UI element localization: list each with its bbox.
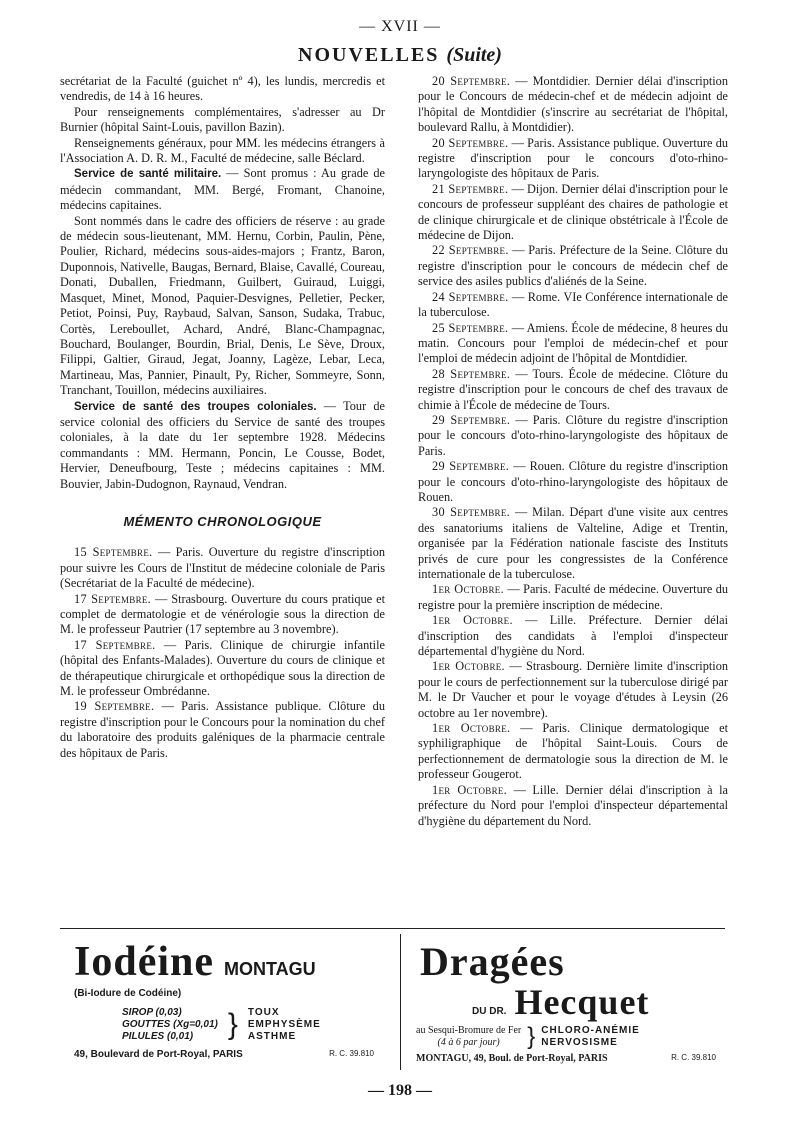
calendar-entry: [60, 592, 385, 638]
ad-address: 49, Boulevard de Port-Royal, PARIS: [74, 1049, 243, 1060]
entry-text: — Paris. Clinique dermatologique et syphiligraphique de l'hôpital Saint-Louis. Cours de perfectionnement de dermatologie sous la direction de M. le professeur Gougerot.: [418, 721, 728, 782]
entry-text: — Montdidier. Dernier délai d'inscription pour le Concours de médecin-chef et de médecin adjoint de l'hôpital de Montdidier (s'inscrire au secrétariat de l'hôpital, boulevard Rallu, à Montdidier).: [418, 74, 728, 135]
ad-form-item: GOUTTES (Xg=0,01): [122, 1019, 218, 1030]
ad-indication-item: EMPHYSÈME: [247, 1019, 321, 1030]
ad-address: MONTAGU, 49, Boul. de Port-Royal, PARIS: [416, 1053, 608, 1064]
entry-text: — Paris. Clôture du registre d'inscription pour le concours d'oto-rhino-laryngologiste des hôpitaux de Paris.: [418, 412, 728, 458]
entry-date: 20 Septembre.: [432, 74, 511, 88]
entry-date: 1er Octobre.: [432, 721, 511, 736]
ad-brand: Dragées: [420, 939, 565, 984]
title-text: NOUVELLES: [298, 44, 440, 66]
right-column: [418, 74, 728, 829]
page-title: [0, 44, 800, 67]
ad-indications: [248, 1007, 321, 1043]
entry-date: 30 Septembre.: [432, 505, 511, 520]
entry-text: — Paris. Assistance publique. Ouverture du registre d'inscription pour le concours d'oto-rhino-laryngologiste des hôpitaux de Paris.: [418, 135, 728, 181]
section-heading: Service de santé des troupes coloniales.: [74, 400, 317, 413]
ad-du-dr: DU DR.: [472, 1006, 507, 1017]
entry-text: — Rome. VIe Conférence internationale de la tuberculose.: [418, 289, 728, 320]
ad-divider-vertical: [400, 934, 401, 1070]
entry-text: — Dijon. Dernier délai d'inscription pour le concours de professeur suppléant des chaires de pathologie et de clinique chirurgicale et de clinique obstétricale à l'École de médecine de Dijon.: [418, 181, 728, 243]
paragraph: Pour renseignements complémentaires, s'adresser au Dr Burnier (hôpital Saint-Louis, pavillon Bazin).: [60, 104, 385, 135]
calendar-entry: [418, 321, 728, 367]
entry-text: — Paris. Faculté de médecine. Ouverture du registre pour la première inscription de médecine.: [418, 582, 728, 612]
entry-text: — Milan. Départ d'une visite aux centres des sanatoriums italiens de Valteline, Adige et Trentin, organisée par la Fédération nationale fasciste des Instituts privés de cure pour les congressistes de la Conférence internationale de la tuberculose.: [418, 505, 728, 581]
memento-heading: MÉMENTO CHRONOLOGIQUE: [123, 513, 322, 529]
paragraph: [60, 399, 385, 492]
calendar-entry: [418, 367, 728, 413]
calendar-entry: [60, 545, 385, 591]
entry-text: — Rouen. Clôture du registre d'inscription pour le concours d'oto-rhino-laryngologiste des hôpitaux de Rouen.: [418, 459, 728, 504]
title-suffix: (Suite): [446, 44, 502, 66]
entry-date: 1er Octobre.: [432, 782, 508, 797]
entry-text: — Lille. Dernier délai d'inscription à la préfecture du Nord pour l'emploi d'inspecteur départemental d'hygiène du département du Nord.: [418, 782, 728, 828]
entry-text: — Paris. Assistance publique. Clôture du registre d'inscription pour le Concours pour la nomination du chef du laboratoire des produits galéniques de la pharmacie centrale des hôpitaux de Paris.: [60, 699, 385, 760]
calendar-entry: [418, 459, 728, 505]
section-heading: Service de santé militaire.: [74, 168, 222, 181]
paragraph-text: — Tour de service colonial des officiers du Service de santé des troupes coloniales, à la date du 1er septembre 1928. Médecins commandants : MM. Hermann, Poncin, Le Cousse, Bodet, Hervier, Deneufbourg, Teste ; médecins capitaines : MM. Bouvier, Jabin-Dudognon, Raynaud, Vendran.: [60, 398, 385, 491]
calendar-entry: [418, 721, 728, 783]
entry-date: 29 Septembre.: [432, 412, 511, 427]
advertisement-dragees: [416, 938, 726, 1064]
calendar-entry: [418, 290, 728, 321]
entry-date: 1er Octobre.: [432, 613, 513, 628]
calendar-entry: [418, 613, 728, 659]
ad-line: au Sesqui-Bromure de Fer: [416, 1025, 522, 1036]
ad-brand: Iodéine: [74, 939, 215, 985]
calendar-entry: [418, 582, 728, 613]
entry-text: — Lille. Préfecture. Dernier délai d'inscription des candidats à l'emploi d'inspecteur départemental d'hygiène du Nord.: [418, 613, 728, 659]
entry-date: 22 Septembre.: [432, 243, 509, 258]
ad-brace: }: [527, 1023, 536, 1050]
calendar-entry: [418, 413, 728, 459]
entry-text: — Paris. Clinique de chirurgie infantile (hôpital des Enfants-Malades). Ouverture du cours de clinique et de thérapeutique chirurgicale et orthopédique sous la direction de M. le professeur Ombrédanne.: [60, 637, 385, 699]
entry-date: 19 Septembre.: [74, 699, 155, 714]
entry-text: — Strasbourg. Dernière limite d'inscription pour le cours de perfectionnement sur la tuberculose dirigé par M. le Dr Vaucher et pour le voyage d'études à Leysin (26 octobre au 1er novembre).: [418, 659, 728, 720]
entry-date: 21 Septembre.: [432, 181, 509, 196]
page-number: — 198 —: [368, 1082, 432, 1099]
ad-forms: [122, 1007, 218, 1043]
ad-indication-item: CHLORO-ANÉMIE: [541, 1025, 640, 1036]
entry-text: — Amiens. École de médecine, 8 heures du matin. Concours pour l'emploi de médecin-chef et pour l'emploi de médecin adjoint de l'hôpital de Montdidier.: [418, 320, 728, 366]
ad-form-item: PILULES (0,01): [122, 1031, 194, 1042]
entry-date: 1er Octobre.: [432, 582, 504, 597]
calendar-entry: [418, 505, 728, 582]
calendar-entry: [418, 783, 728, 829]
paragraph: secrétariat de la Faculté (guichet nº 4), les lundis, mercredis et vendredis, de 14 à 16 heures.: [60, 74, 385, 104]
ad-subtitle: (Bi-Iodure de Codéine): [74, 988, 182, 999]
entry-date: 17 Septembre.: [74, 591, 152, 606]
ad-rc: R. C. 39.810: [671, 1053, 716, 1062]
calendar-entry: [418, 74, 728, 136]
entry-date: 28 Septembre.: [432, 366, 511, 381]
ad-brand-name: Hecquet: [514, 982, 650, 1022]
ad-indication-item: ASTHME: [247, 1031, 297, 1042]
calendar-entry: [418, 136, 728, 182]
left-column: [60, 74, 385, 761]
entry-text: — Strasbourg. Ouverture du cours pratique et complet de dermatologie et de vénérologie sous la direction de M. le professeur Pautrier (17 septembre au 3 novembre).: [60, 591, 385, 637]
paragraph: [60, 166, 385, 213]
calendar-entry: [60, 638, 385, 700]
ad-indication-item: TOUX: [247, 1007, 280, 1018]
entry-date: 17 Septembre.: [74, 637, 156, 652]
ad-form-item: SIROP (0,03): [122, 1007, 182, 1018]
calendar-entry: [60, 699, 385, 761]
ad-divider-horizontal: [60, 928, 725, 929]
calendar-entry: [418, 182, 728, 244]
page-roman-numeral: — XVII —: [359, 18, 441, 35]
ad-brace: }: [227, 1008, 238, 1041]
ad-indication-item: NERVOSISME: [541, 1037, 618, 1048]
entry-date: 15 Septembre.: [74, 545, 153, 560]
ad-rc: R. C. 39.810: [329, 1049, 374, 1058]
paragraph: Renseignements généraux, pour MM. les médecins étrangers à l'Association A. D. R. M., Faculté de médecine, salle Béclard.: [60, 135, 385, 166]
ad-brand-maker: MONTAGU: [224, 959, 316, 979]
calendar-entry: [418, 243, 728, 289]
ad-line: (4 à 6 par jour): [437, 1037, 500, 1048]
entry-date: 1er Octobre.: [432, 659, 505, 674]
paragraph: Sont nommés dans le cadre des officiers de réserve : au grade de médecin sous-lieutenant, MM. Hernu, Corbin, Paulin, Pène, Poulier, Richard, médecins sous-aides-majors ; Frantz, Baron, Duponnois, Nativelle, Baugas, Bernard, Blaise, Cavallé, Coureau, Donati, Duballen, Friedmann, Guilbert, Guiraud, Luiggi, Masquet, Minet, Monod, Paquier-Desvignes, Pelletier, Pecker, Petiot, Poinsi, Puy, Raybaud, Salvan, Sanson, Sudaka, Trabuc, Cortès, Lereboullet, Achard, André, Blanc-Champagnac, Bouchard, Boulanger, Bourdin, Brial, Denis, Le Sève, Droux, Filippi, Galtier, Giraud, Jegat, Joanny, Lagèze, Lebar, Leca, Martineau, Mas, Pannier, Pinault, Py, Richer, Sommeyre, Sonn, Tranchant, Touillon, médecins auxiliaires.: [60, 213, 385, 398]
entry-date: 20 Septembre.: [432, 135, 509, 150]
entry-text: — Tours. École de médecine. Clôture du registre d'inscription pour le concours de chef des travaux de chimie à l'École de médecine de Tours.: [418, 366, 728, 412]
entry-date: 24 Septembre.: [432, 289, 509, 304]
entry-date: 25 Septembre.: [432, 320, 509, 335]
entry-text: — Paris. Ouverture du registre d'inscription pour suivre les Cours de l'Institut de médecine coloniale de Paris (Secrétariat de la Faculté de médecine).: [60, 545, 385, 591]
entry-date: 29 Septembre.: [432, 459, 510, 474]
paragraph-text: — Sont promus : Au grade de médecin commandant, MM. Bergé, Fromant, Chanoine, médecins capitaines.: [60, 166, 385, 213]
entry-text: — Paris. Préfecture de la Seine. Clôture du registre d'inscription pour le concours de médecin chef de service des asiles publics d'aliénés de la Seine.: [418, 243, 728, 289]
advertisement-iodeine: [74, 938, 394, 1060]
calendar-entry: [418, 659, 728, 721]
